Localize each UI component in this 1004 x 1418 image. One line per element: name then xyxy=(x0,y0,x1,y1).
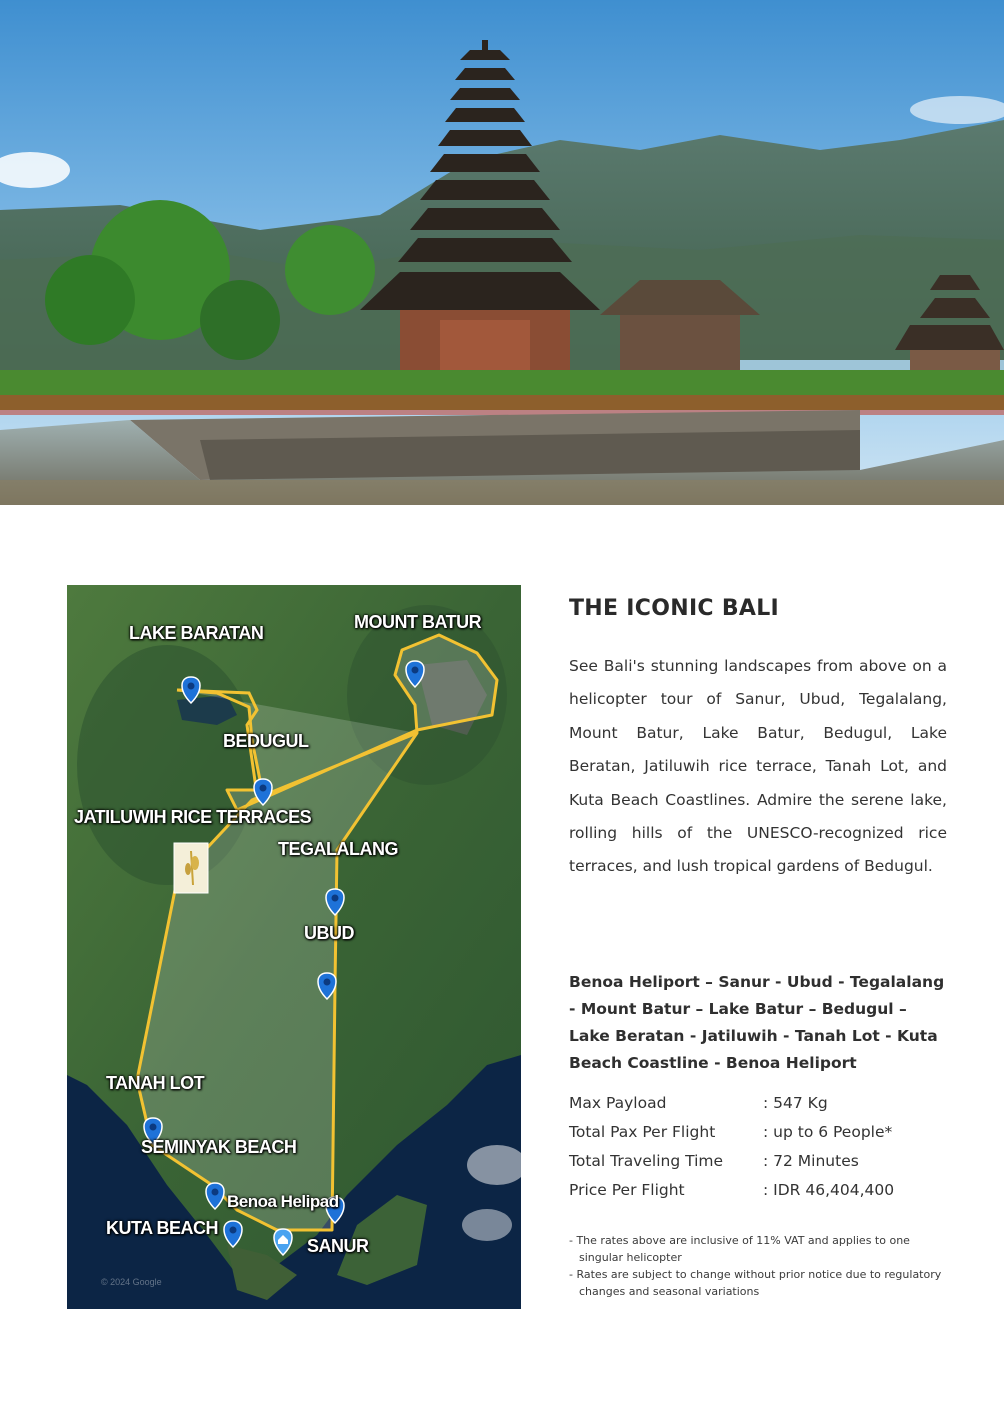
specs-table xyxy=(569,1094,949,1210)
page-title: THE ICONIC BALI xyxy=(569,596,780,621)
route-map xyxy=(67,585,521,1309)
spec-value: : IDR 46,404,400 xyxy=(763,1181,895,1199)
spec-row-time xyxy=(569,1152,949,1181)
tour-route: Benoa Heliport – Sanur - Ubud - Tegalalang - Mount Batur – Lake Batur – Bedugul – Lake Beratan - Jatiluwih - Tanah Lot - Kuta Beach Coastline - Benoa Heliport xyxy=(569,973,945,1072)
footnote-vat: - The rates above are inclusive of 11% VAT and applies to one singular helicopter xyxy=(569,1234,910,1264)
map-watermark: © 2024 Google xyxy=(101,1277,162,1287)
spec-label: Total Traveling Time xyxy=(569,1152,724,1170)
label-seminyak: SEMINYAK BEACH xyxy=(141,1137,297,1157)
spec-value: : 547 Kg xyxy=(763,1094,828,1112)
tour-description: See Bali's stunning landscapes from above on a helicopter tour of Sanur, Ubud, Tegalalang, Mount Batur, Lake Batur, Bedugul, Lake Beratan, Jatiluwih rice terrace, Tanah Lot, and Kuta Beach Coastlines. Admire the serene lake, rolling hills of the UNESCO-recognized rice terraces, and lush tropical gardens of Bedugul. xyxy=(569,657,947,876)
label-sanur: SANUR xyxy=(307,1236,369,1256)
label-tegalalang: TEGALALANG xyxy=(278,839,398,859)
spec-value: : up to 6 People* xyxy=(763,1123,893,1141)
temple-photo xyxy=(0,0,1004,505)
label-lake-baratan: LAKE BARATAN xyxy=(129,623,264,643)
footnotes xyxy=(569,1232,949,1300)
spec-row-payload xyxy=(569,1094,949,1123)
spec-label: Max Payload xyxy=(569,1094,667,1112)
label-kuta: KUTA BEACH xyxy=(106,1218,218,1238)
spec-value: : 72 Minutes xyxy=(763,1152,859,1170)
spec-label: Price Per Flight xyxy=(569,1181,685,1199)
hero-photo xyxy=(0,0,1004,505)
label-benoa-helipad: Benoa Helipad xyxy=(227,1192,339,1211)
label-ubud: UBUD xyxy=(304,923,354,943)
spec-row-price xyxy=(569,1181,949,1210)
spec-label: Total Pax Per Flight xyxy=(569,1123,716,1141)
label-jatiluwih: JATILUWIH RICE TERRACES xyxy=(74,807,312,827)
footnote-rates: - Rates are subject to change without prior notice due to regulatory changes and seasonal variations xyxy=(569,1268,942,1298)
spec-row-pax xyxy=(569,1123,949,1152)
label-bedugul: BEDUGUL xyxy=(223,731,309,751)
label-tanah-lot: TANAH LOT xyxy=(106,1073,205,1093)
label-mount-batur: MOUNT BATUR xyxy=(354,612,482,632)
